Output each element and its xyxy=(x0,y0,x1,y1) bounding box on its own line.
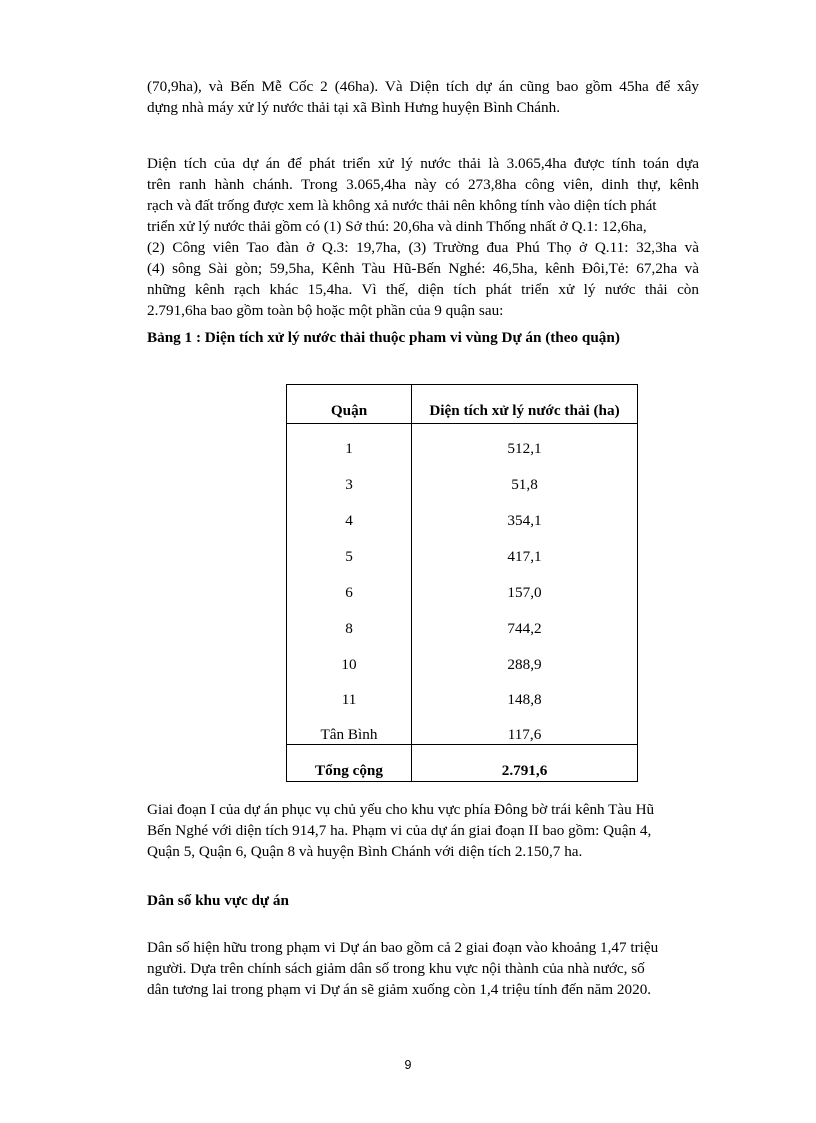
table-total-label: Tổng cộng xyxy=(315,762,383,779)
text-line: (70,9ha), và Bến Mễ Cốc 2 (46ha). Và Diện tích dự án cũng bao gồm 45ha để xây xyxy=(147,78,699,95)
text-line: (2) Công viên Tao đàn ở Q.3: 19,7ha, (3) Trường đua Phú Thọ ở Q.11: 32,3ha và xyxy=(147,239,699,256)
table-cell-area: 157,0 xyxy=(507,584,542,601)
text-line: trên ranh hành chánh. Trong 3.065,4ha này có 273,8ha công viên, dinh thự, kênh xyxy=(147,176,699,193)
text-line: những kênh rạch khác 15,4ha. Vì thế, diện tích phát triển xử lý nước thải còn xyxy=(147,281,699,298)
table-cell-area: 744,2 xyxy=(507,620,542,637)
table-cell-district: 4 xyxy=(345,512,353,529)
table-header-divider xyxy=(287,423,637,424)
text-line: 2.791,6ha bao gồm toàn bộ hoặc một phần của 9 quận sau: xyxy=(147,302,504,319)
text-line: người. Dựa trên chính sách giảm dân số trong khu vực nội thành của nhà nước, số xyxy=(147,960,645,977)
text-line: rạch và đất trống được xem là không xả nước thải nên không tính vào diện tích phát xyxy=(147,197,657,214)
table-cell-area: 288,9 xyxy=(507,656,542,673)
table-cell-district: 8 xyxy=(345,620,353,637)
text-line: dựng nhà máy xử lý nước thải tại xã Bình Hưng huyện Bình Chánh. xyxy=(147,99,560,116)
paragraph-intro-continuation xyxy=(147,76,699,118)
text-line: Dân số hiện hữu trong phạm vi Dự án bao gồm cả 2 giai đoạn vào khoảng 1,47 triệu xyxy=(147,939,659,956)
text-line: dân tương lai trong phạm vi Dự án sẽ giảm xuống còn 1,4 triệu tính đến năm 2020. xyxy=(147,981,652,998)
table-cell-area: 512,1 xyxy=(507,440,542,457)
table-cell-area: 117,6 xyxy=(507,726,542,743)
table-total-value: 2.791,6 xyxy=(501,762,548,779)
table-cell-area: 51,8 xyxy=(511,476,538,493)
table-header-district: Quận xyxy=(330,402,368,419)
table-cell-area: 354,1 xyxy=(507,512,542,529)
table-cell-district: 1 xyxy=(345,440,353,457)
text-line: Diện tích của dự án để phát triển xử lý nước thải là 3.065,4ha được tính toán dựa xyxy=(147,155,699,172)
table-cell-district: 5 xyxy=(345,548,353,565)
table-header-area: Diện tích xử lý nước thải (ha) xyxy=(429,402,620,419)
text-line: triển xử lý nước thải gồm có (1) Sở thú: 20,6ha và dinh Thống nhất ở Q.1: 12,6ha, xyxy=(147,218,647,235)
table-cell-area: 148,8 xyxy=(507,691,542,708)
table-cell-district: 3 xyxy=(345,476,353,493)
table-caption: Bảng 1 : Diện tích xử lý nước thải thuộc pham vi vùng Dự án (theo quận) xyxy=(147,329,620,346)
page-number: 9 xyxy=(404,1058,412,1072)
text-line: Giai đoạn I của dự án phục vụ chủ yếu cho khu vực phía Đông bờ trái kênh Tàu Hũ xyxy=(147,801,655,818)
table-cell-district: 11 xyxy=(341,691,357,708)
table-cell-area: 417,1 xyxy=(507,548,542,565)
wastewater-area-table xyxy=(286,384,638,782)
section-heading-population: Dân số khu vực dự án xyxy=(147,892,289,909)
table-total-divider xyxy=(287,744,637,745)
table-cell-district: Tân Bình xyxy=(320,726,378,743)
paragraph-project-area xyxy=(147,153,699,321)
table-cell-district: 6 xyxy=(345,584,353,601)
paragraph-population xyxy=(147,937,699,1000)
text-line: Quận 5, Quận 6, Quận 8 và huyện Bình Chánh với diện tích 2.150,7 ha. xyxy=(147,843,583,860)
table-cell-district: 10 xyxy=(341,656,357,673)
text-line: Bến Nghé với diện tích 914,7 ha. Phạm vi của dự án giai đoạn II bao gồm: Quận 4, xyxy=(147,822,652,839)
text-line: (4) sông Sài gòn; 59,5ha, Kênh Tàu Hũ-Bến Nghé: 46,5ha, kênh Đôi,Tẻ: 67,2ha và xyxy=(147,260,699,277)
paragraph-project-phases xyxy=(147,799,699,862)
